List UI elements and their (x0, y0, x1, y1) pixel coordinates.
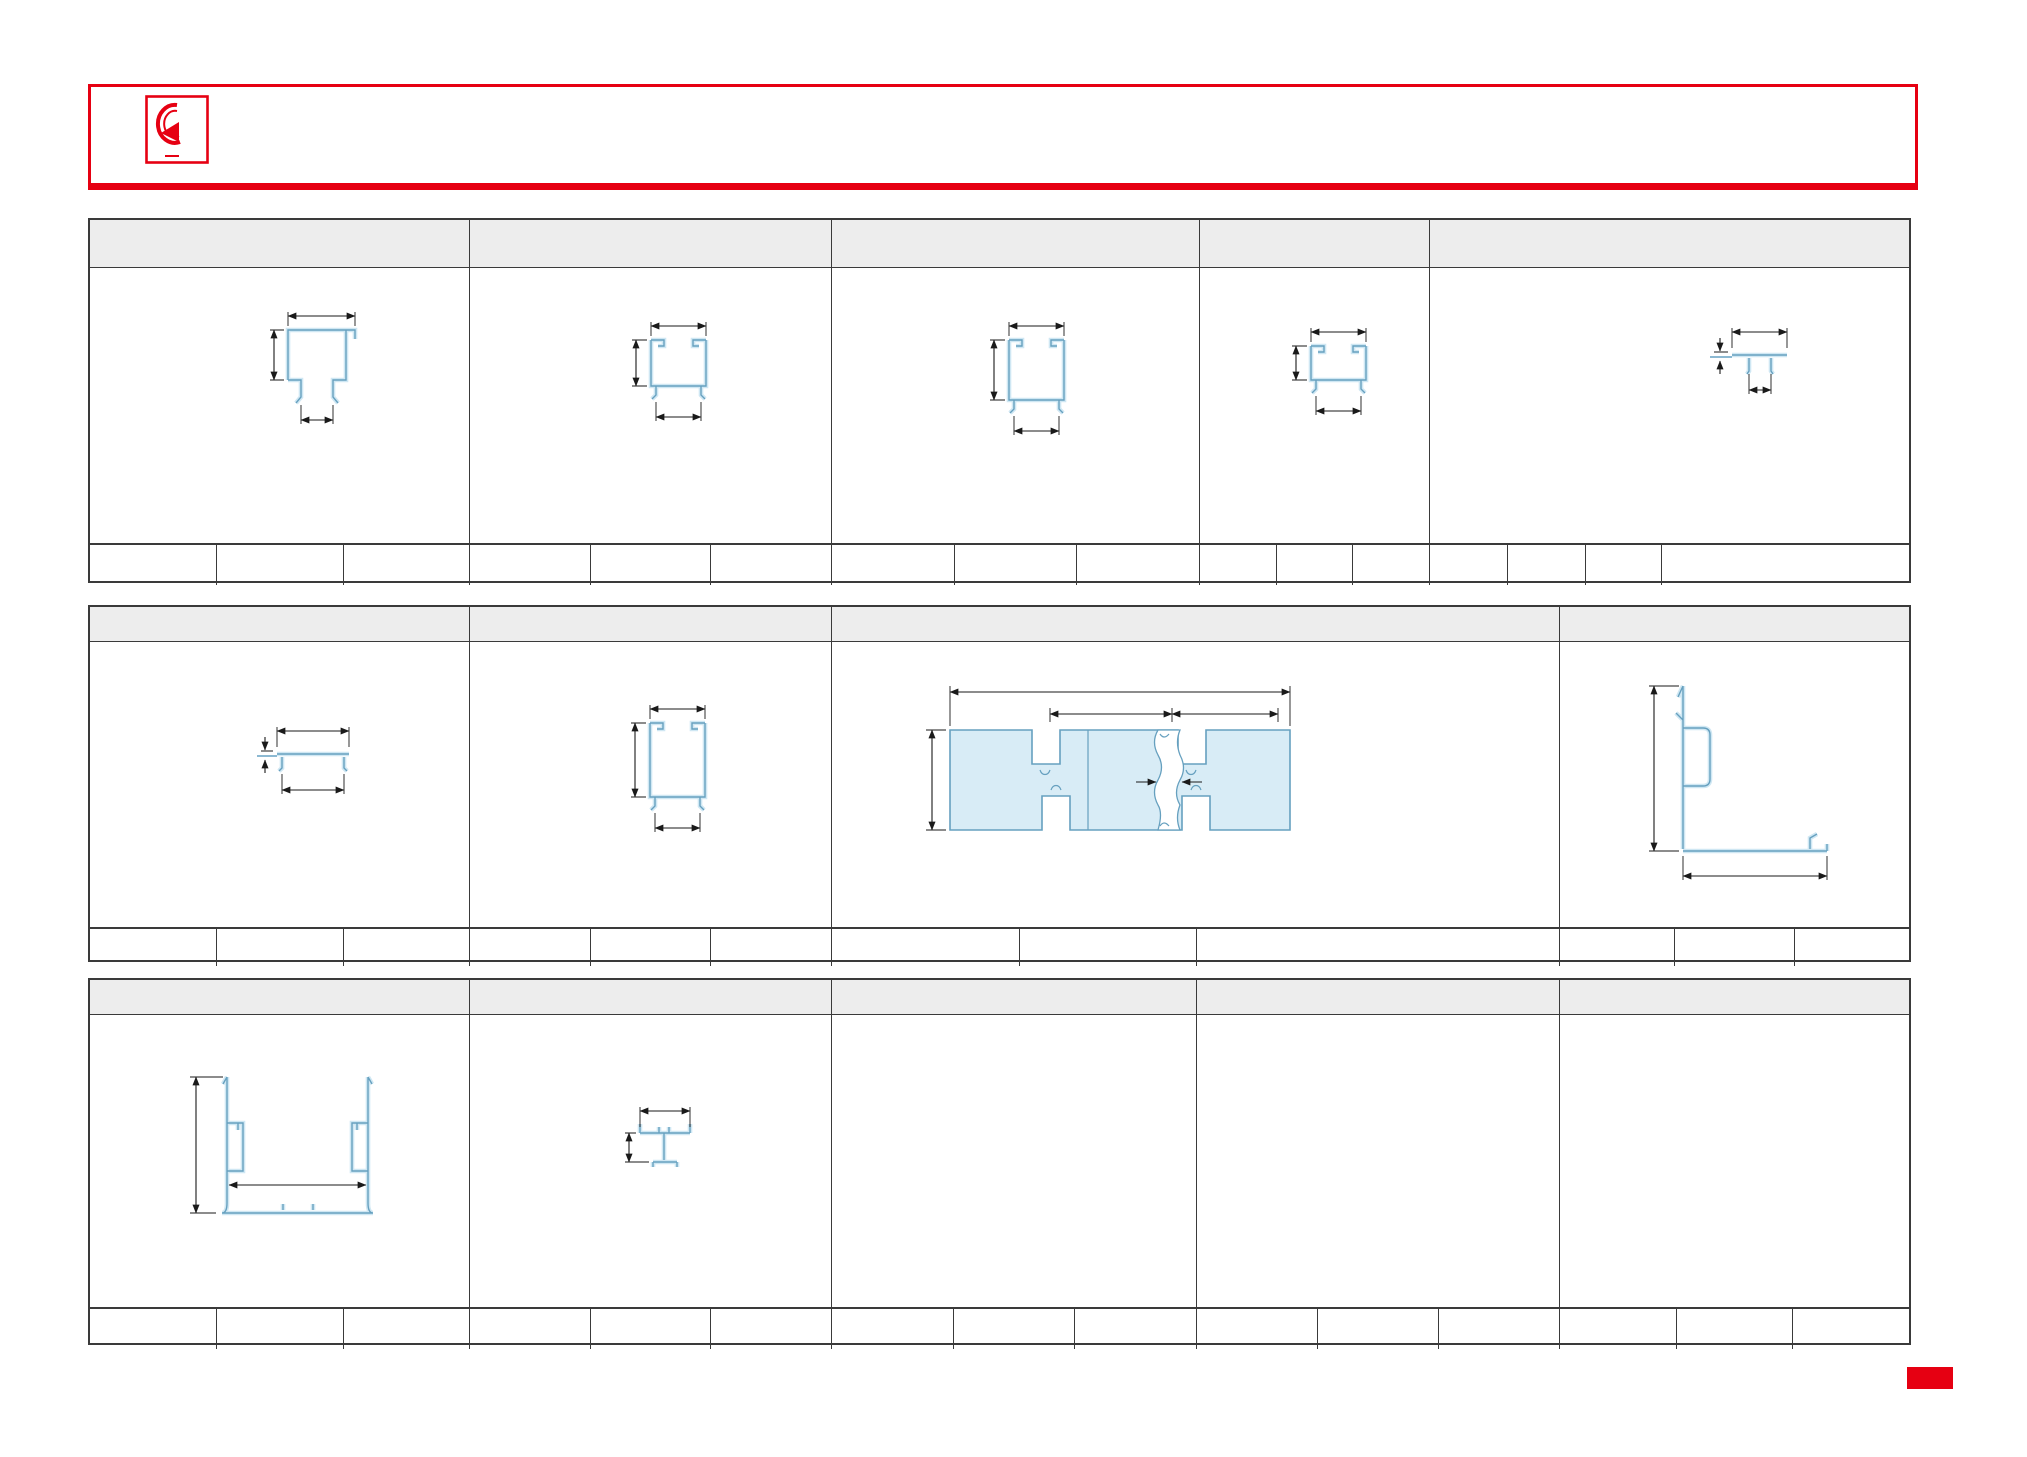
empty-cell (1197, 1309, 1318, 1349)
spec-weight (1077, 545, 1200, 585)
profile-cell-gouqi-L (1560, 642, 1909, 927)
spec-weight (344, 929, 470, 966)
col-header (90, 220, 470, 268)
table3-spec-row (90, 1307, 1909, 1349)
spec-weight (1586, 545, 1662, 585)
col-header (1200, 220, 1430, 268)
profile-drawing (586, 300, 786, 450)
spec-thickness (591, 545, 711, 585)
spec-thickness (217, 929, 344, 966)
spec-model (1430, 545, 1508, 585)
profile-cell-zhonggu (832, 642, 1560, 927)
spec-thickness (217, 545, 344, 585)
header-band (88, 84, 1918, 190)
col-header (1430, 220, 1909, 268)
spec-model (470, 1309, 591, 1349)
profile-drawing (1246, 301, 1446, 451)
empty-cell (832, 1309, 954, 1349)
col-header (90, 607, 470, 642)
spec-thickness (217, 1309, 344, 1349)
profile-table-2 (88, 605, 1911, 962)
spec-model (470, 929, 591, 966)
col-header (832, 607, 1560, 642)
page-number-bar (1904, 1367, 1953, 1389)
spec-model (470, 545, 591, 585)
empty-cell (1318, 1309, 1439, 1349)
col-header (832, 220, 1200, 268)
profile-cell-suokou-3 (1200, 268, 1430, 543)
profile-table-3 (88, 978, 1911, 1345)
spec-thickness (1675, 929, 1795, 966)
table1-body-row (90, 268, 1909, 543)
spec-thickness (1508, 545, 1586, 585)
empty-col-header (1560, 980, 1909, 1015)
empty-cell (1560, 1015, 1909, 1307)
empty-cell (1075, 1309, 1197, 1349)
spec-thickness (591, 1309, 711, 1349)
table2-spec-row (90, 927, 1909, 966)
empty-cell (954, 1309, 1075, 1349)
table2-body-row (90, 642, 1909, 927)
spec-model (832, 545, 955, 585)
page-number-badge (1907, 1367, 1953, 1389)
empty-cell (832, 1015, 1197, 1307)
profile-cell-yaxian (90, 268, 470, 543)
spec-model (1200, 545, 1277, 585)
col-header (1560, 607, 1909, 642)
table3-header-row (90, 980, 1909, 1015)
empty-col-header (832, 980, 1197, 1015)
profile-drawing (944, 300, 1144, 480)
table1-spec-row (90, 543, 1909, 585)
spec-thickness (955, 545, 1077, 585)
empty-cell (1662, 545, 1909, 585)
col-header (470, 607, 832, 642)
profile-drawing (150, 1045, 450, 1295)
table1-header-row (90, 220, 1909, 268)
col-header (470, 980, 832, 1015)
empty-cell (1439, 1309, 1560, 1349)
spec-model (90, 545, 217, 585)
col-header (90, 980, 470, 1015)
empty-cell (1560, 1309, 1677, 1349)
spec-weight (711, 1309, 832, 1349)
profile-drawing (1662, 282, 1862, 437)
profile-cell-suokou-2 (832, 268, 1200, 543)
profile-cell-suokou-1 (470, 268, 832, 543)
spec-weight (344, 545, 470, 585)
profile-cell-gouqi-U (90, 1015, 470, 1307)
profile-cell-gaiban (1430, 268, 1909, 543)
empty-col-header (1197, 980, 1560, 1015)
logo-icon (145, 95, 209, 177)
empty-cell (1793, 1309, 1909, 1349)
spec-weight (344, 1309, 470, 1349)
spec-weight (1795, 929, 1909, 966)
spec-weight (711, 929, 832, 966)
spec-thickness (1277, 545, 1353, 585)
spec-weight (1353, 545, 1430, 585)
empty-cell (1677, 1309, 1793, 1349)
profile-drawing (585, 687, 785, 897)
profile-drawing (585, 1075, 760, 1210)
table3-body-row (90, 1015, 1909, 1307)
table2-header-row (90, 607, 1909, 642)
empty-cell (1197, 1015, 1560, 1307)
spec-weight (711, 545, 832, 585)
profile-drawing (217, 682, 432, 832)
profile-drawing (910, 670, 1340, 865)
profile-cell-jiagao-suokou (470, 642, 832, 927)
spec-thickness (1020, 929, 1197, 966)
spec-thickness (591, 929, 711, 966)
profile-cell-gouqi-gaiban (90, 642, 470, 927)
spec-model (90, 1309, 217, 1349)
profile-drawing (1613, 654, 1883, 899)
profile-table-1 (88, 218, 1911, 583)
profile-cell-guidao (470, 1015, 832, 1307)
spec-model (1560, 929, 1675, 966)
company-logo (145, 95, 209, 177)
spec-model (90, 929, 217, 966)
spec-model (832, 929, 1020, 966)
spec-weight (1197, 929, 1560, 966)
profile-drawing (218, 280, 428, 465)
col-header (470, 220, 832, 268)
